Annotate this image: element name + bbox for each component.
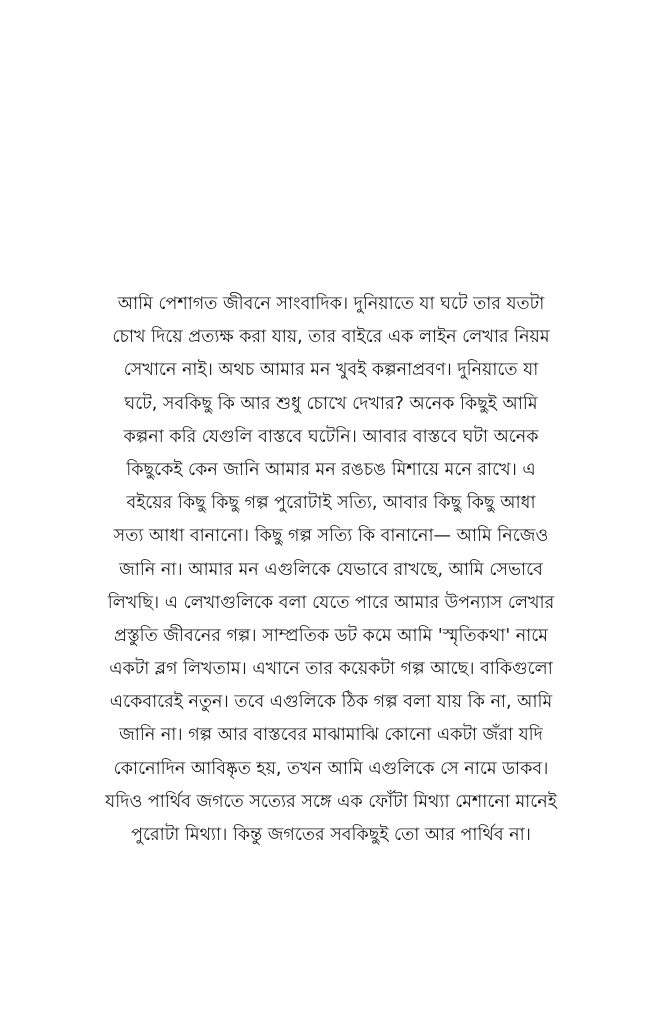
text-line-3: সেখানে নাই। অথচ আমার মন খুবই কল্পনাপ্রবণ। দুনিয়াতে যা [123, 360, 539, 381]
text-line-13: একেবারেই নতুন। তবে এগুলিকে ঠিক গল্প বলা যায় কি না, আমি [109, 692, 553, 713]
text-line-9: জানি না। আমার মন এগুলিকে যেভাবে রাখছে, আমি সেভাবে [119, 559, 543, 580]
text-line-7: বইয়ের কিছু কিছু গল্প পুরোটাই সত্যি, আবার কিছু কিছু আধা [126, 493, 536, 514]
text-line-2: চোখ দিয়ে প্রত্যক্ষ করা যায়, তার বাইরে এক লাইন লেখার নিয়ম [112, 327, 550, 348]
text-line-17: পুরোটা মিথ্যা। কিন্তু জগতের সবকিছুই তো আর পার্থিব না। [131, 825, 531, 845]
text-line-5: কল্পনা করি যেগুলি বাস্তবে ঘটেনি। আবার বাস্তবে ঘটা অনেক [123, 426, 539, 447]
text-line-16: যদিও পার্থিব জগতে সত্যের সঙ্গে এক ফোঁটা মিথ্যা মেশানো মানেই [105, 791, 557, 812]
text-line-1: আমি পেশাগত জীবনে সাংবাদিক। দুনিয়াতে যা ঘটে তার যতটা [117, 294, 545, 314]
text-line-12: একটা ব্লগ লিখতাম। এখানে তার কয়েকটা গল্প আছে। বাকিগুলো [109, 659, 553, 680]
paragraph [102, 288, 560, 852]
text-line-4: ঘটে, সবকিছু কি আর শুধু চোখে দেখার? অনেক কিছুই আমি [124, 393, 538, 414]
text-line-14: জানি না। গল্প আর বাস্তবের মাঝামাঝি কোনো একটা জঁরা যদি [119, 725, 543, 746]
text-line-8: সত্য আধা বানানো। কিছু গল্প সত্যি কি বানানো— আমি নিজেও [113, 526, 549, 547]
text-line-11: প্রস্তুতি জীবনের গল্প। সাম্প্রতিক ডট কমে আমি 'স্মৃতিকথা' নামে [114, 625, 548, 646]
text-line-15: কোনোদিন আবিষ্কৃত হয়, তখন আমি এগুলিকে সে নামে ডাকব। [113, 758, 549, 779]
text-line-6: কিছুকেই কেন জানি আমার মন রঙচঙ মিশায়ে মনে রাখে। এ [126, 459, 536, 480]
text-line-10: লিখছি। এ লেখাগুলিকে বলা যেতে পারে আমার উপন্যাস লেখার [107, 592, 555, 613]
